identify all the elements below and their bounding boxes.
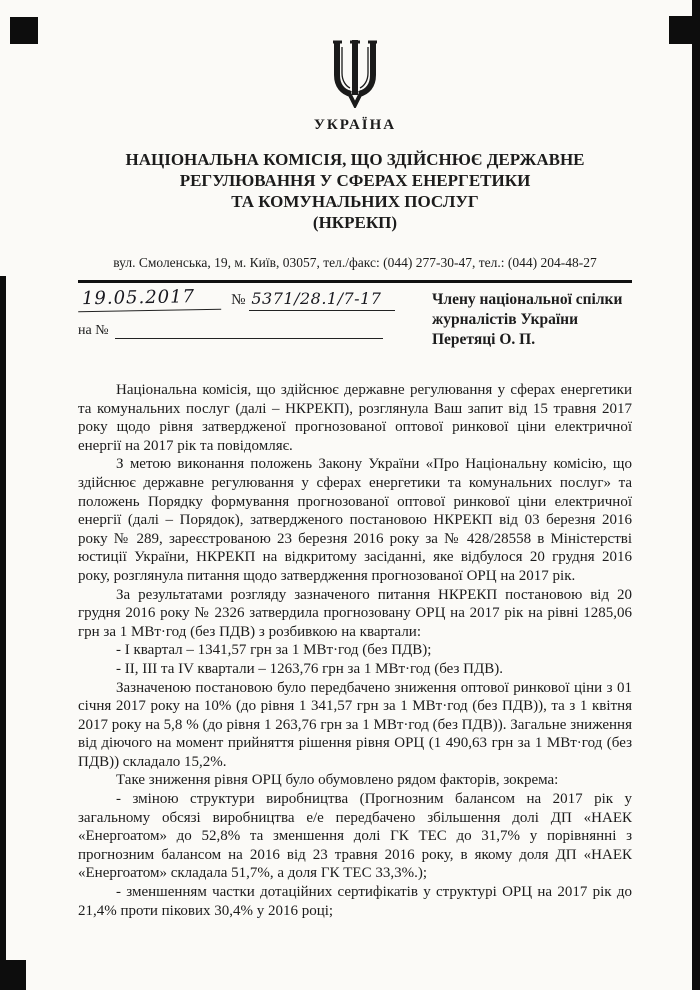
- body-list-item: - І квартал – 1341,57 грн за 1 МВт·год (без ПДВ);: [116, 642, 432, 659]
- recipient-line-1: Члену національної спілки: [432, 291, 623, 308]
- body-list-item: - ІІ, ІІІ та ІV квартали – 1263,76 грн за 1 МВт·год (без ПДВ).: [116, 660, 503, 677]
- org-address: вул. Смоленська, 19, м. Київ, 03057, тел./факс: (044) 277-30-47, тел.: (044) 204-48-27: [113, 255, 597, 270]
- recipient-block: [408, 285, 632, 350]
- emblem-container: [78, 0, 632, 113]
- body-paragraph: Таке зниження рівня ОРЦ було обумовлено рядом факторів, зокрема:: [116, 772, 559, 789]
- body-paragraph: З метою виконання положень Закону України «Про Національну комісію, що здійснює державне регулювання у сферах енергетики та комунальних послуг» та положень Порядку формування прогнозованої оптової ринкової ціни електричної енергії (далі – Порядок), затвердженого постановою НКРЕКП від 03 березня 2016 року № 289, зареєстрованою 23 березня 2016 року за № 428/28558 в Міністерстві юстиції України, НКРЕКП на відкритому засіданні, яке відбулося 20 грудня 2016 року, розглянула питання щодо затвердження прогнозованої ОРЦ на 2017 рік.: [78, 456, 632, 584]
- ukraine-trident-emblem: [329, 38, 381, 108]
- body-paragraph: За результатами розгляду зазначеного питання НКРЕКП постановою від 20 грудня 2016 року № 2326 затвердила прогнозовану ОРЦ на 2017 рік на рівні 1285,06 грн за 1 МВт·год (без ПДВ) з розбивкою на квартали:: [78, 586, 632, 640]
- outgoing-number-line: [78, 287, 408, 311]
- body-list-item: - зменшенням частки дотаційних сертифікатів у структурі ОРЦ на 2017 рік до 21,4% проти пікових 30,4% у 2016 році;: [78, 884, 632, 919]
- reply-number-blank-line: [115, 324, 383, 339]
- org-name-line-3: ТА КОМУНАЛЬНИХ ПОСЛУГ: [231, 192, 479, 211]
- reference-fields: [78, 285, 408, 350]
- body-paragraph: Національна комісія, що здійснює державне регулювання у сферах енергетики та комунальних послуг (далі – НКРЕКП), розглянула Ваш запит від 15 травня 2017 року щодо рівня затвердженої прогнозованої оптової ринкової ціни електричної енергії на 2017 рік та повідомляє.: [78, 382, 632, 454]
- handwritten-outgoing-number: 5371/28.1/7-17: [249, 289, 395, 311]
- reference-section: [78, 285, 632, 350]
- org-name-line-2: РЕГУЛЮВАННЯ У СФЕРАХ ЕНЕРГЕТИКИ: [179, 171, 531, 190]
- header-divider: [78, 280, 632, 283]
- reply-number-line: [78, 323, 408, 339]
- organization-name: [78, 149, 632, 233]
- org-abbreviation: (НКРЕКП): [312, 213, 398, 232]
- org-name-line-1: НАЦІОНАЛЬНА КОМІСІЯ, ЩО ЗДІЙСНЮЄ ДЕРЖАВНЕ: [125, 150, 585, 169]
- number-sign-label: №: [231, 292, 246, 308]
- scan-artifact-bottom-left: [0, 960, 26, 990]
- recipient-line-2: журналістів України: [432, 311, 579, 328]
- handwritten-date: 19.05.2017: [78, 286, 221, 312]
- reply-number-label: на №: [78, 323, 109, 338]
- recipient-line-3: Перетяці О. П.: [432, 331, 536, 348]
- body-list-item: - зміною структури виробництва (Прогнозним балансом на 2017 рік у загальному обсязі виробництва е/е передбачено збільшення долі ДП «НАЕК «Енергоатом» до 52,8% та зменшення долі ГК ТЕС до 31,7% у порівнянні з прогнозним балансом на 2016 від 23 травня 2016 року, в якому доля ДП «НАЕК «Енергоатом» складала 51,7%, а доля ГК ТЕС 33,3%.);: [78, 791, 632, 882]
- body-paragraph: Зазначеною постановою було передбачено зниження оптової ринкової ціни з 01 січня 2017 року на 10% (до рівня 1 341,57 грн за 1 МВт·год (без ПДВ)), та з 1 квітня 2017 року на 5,8 % (до рівня 1 263,76 грн за 1 МВт·год (без ПДВ)). Загальне зниження від діючого на момент прийняття рішення рівня ОРЦ (1 490,63 грн за 1 МВт·год (без ПДВ)) складало 15,2%.: [78, 679, 632, 770]
- letter-body: [78, 381, 632, 920]
- country-name: УКРАЇНА: [313, 117, 397, 133]
